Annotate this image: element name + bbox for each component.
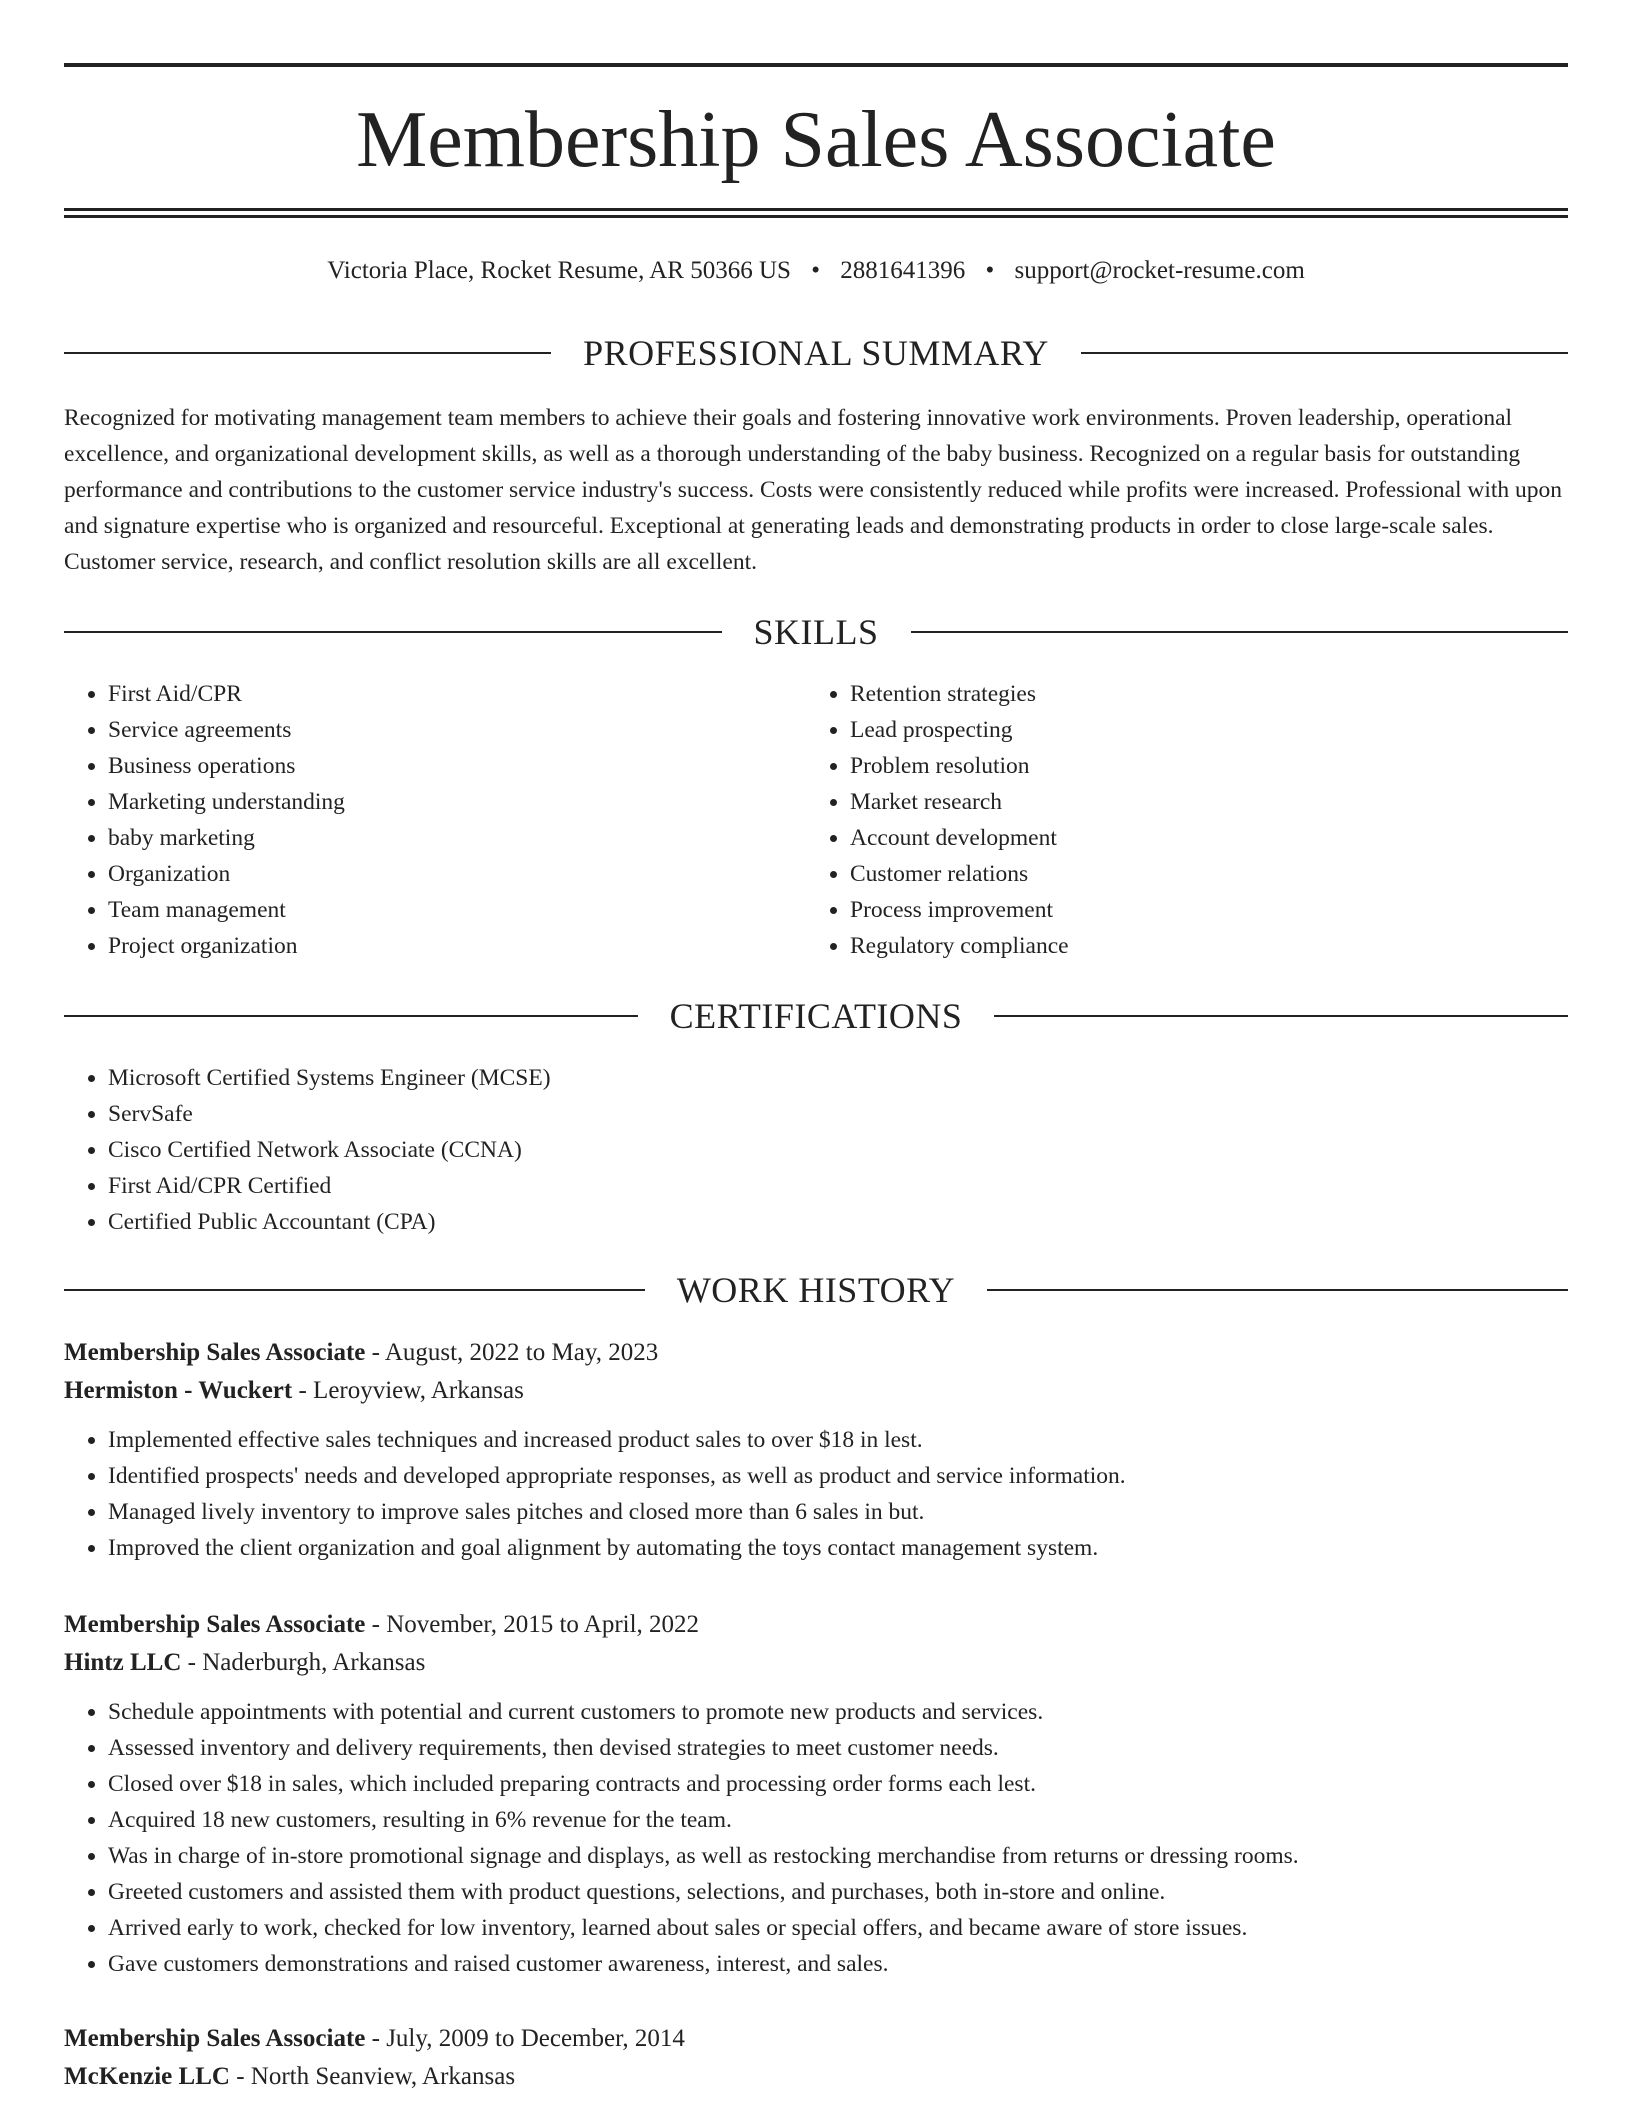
skill-item: • Service agreements bbox=[108, 712, 804, 748]
job-entry bbox=[64, 2020, 1568, 2096]
skill-item: • Team management bbox=[108, 892, 804, 928]
certification-item: • Certified Public Accountant (CPA) bbox=[108, 1204, 1568, 1240]
skill-item: • Retention strategies bbox=[850, 676, 1566, 712]
contact-line bbox=[64, 254, 1568, 288]
section-heading-certifications bbox=[64, 994, 1568, 1038]
job-duty: • Assessed inventory and delivery requirements, then devised strategies to meet customer needs. bbox=[108, 1730, 1568, 1766]
section-title: CERTIFICATIONS bbox=[669, 996, 963, 1036]
contact-separator: • bbox=[985, 257, 995, 284]
contact-phone: 2881641396 bbox=[840, 257, 966, 284]
job-location: - Leroyview, Arkansas bbox=[292, 1377, 524, 1404]
job-company: McKenzie LLC bbox=[64, 2063, 230, 2090]
job-duty: • Greeted customers and assisted them with product questions, selections, and purchases, both in-store and online. bbox=[108, 1874, 1568, 1910]
title-rule-upper bbox=[64, 208, 1568, 211]
skill-item: • Regulatory compliance bbox=[850, 928, 1566, 964]
job-title: Membership Sales Associate bbox=[64, 1339, 366, 1366]
job-company: Hintz LLC bbox=[64, 1649, 182, 1676]
certifications-block bbox=[64, 1060, 1568, 1240]
job-duty: • Improved the client organization and goal alignment by automating the toys contact management system. bbox=[108, 1530, 1568, 1566]
title-rule-lower bbox=[64, 215, 1568, 218]
contact-address: Victoria Place, Rocket Resume, AR 50366 US bbox=[327, 257, 791, 284]
resume-title: Membership Sales Associate bbox=[356, 96, 1276, 184]
heading-rule-left bbox=[64, 1289, 645, 1291]
heading-rule-left bbox=[64, 631, 722, 633]
job-company: Hermiston - Wuckert bbox=[64, 1377, 293, 1404]
job-company-line bbox=[64, 1372, 1568, 1410]
section-heading-summary bbox=[64, 331, 1568, 375]
heading-rule-left bbox=[64, 352, 551, 354]
skills-list bbox=[64, 676, 804, 964]
job-title: Membership Sales Associate bbox=[64, 1611, 366, 1638]
skill-item: • Business operations bbox=[108, 748, 804, 784]
skill-item: • Marketing understanding bbox=[108, 784, 804, 820]
job-entry bbox=[64, 1334, 1568, 1566]
section-heading-skills bbox=[64, 610, 1568, 654]
certification-item: • First Aid/CPR Certified bbox=[108, 1168, 1568, 1204]
job-location: - Naderburgh, Arkansas bbox=[181, 1649, 426, 1676]
job-duty: • Gave customers demonstrations and raised customer awareness, interest, and sales. bbox=[108, 1946, 1568, 1982]
contact-separator: • bbox=[811, 257, 820, 284]
skill-item: • Customer relations bbox=[850, 856, 1566, 892]
job-duty: • Was in charge of in-store promotional signage and displays, as well as restocking merchandise from returns or dressing rooms. bbox=[108, 1838, 1568, 1874]
skills-column-left bbox=[64, 676, 804, 964]
job-duty: • Identified prospects' needs and developed appropriate responses, as well as product and service information. bbox=[108, 1458, 1568, 1494]
job-location: - North Seanview, Arkansas bbox=[229, 2063, 516, 2090]
heading-rule-right bbox=[1081, 352, 1568, 354]
job-duty: • Acquired 18 new customers, resulting in 6% revenue for the team. bbox=[108, 1802, 1568, 1838]
skill-item: • baby marketing bbox=[108, 820, 804, 856]
job-duty: • Closed over $18 in sales, which included preparing contracts and processing order forms each lest. bbox=[108, 1766, 1568, 1802]
skill-item: • Project organization bbox=[108, 928, 804, 964]
summary-text: Recognized for motivating management team members to achieve their goals and fostering innovative work environments. Proven leadership, operational excellence, and organizational development skills, as well as a thorough understanding of the baby business. Recognized on a regular basis for outstanding performance and contributions to the customer service industry's success. Costs were consistently reduced while profits were increased. Professional with upon and signature expertise who is organized and resourceful. Exceptional at generating leads and demonstrating products in order to close large-scale sales. Customer service, research, and conflict resolution skills are all excellent. bbox=[64, 405, 1563, 575]
job-company-line bbox=[64, 2058, 1568, 2096]
top-rule bbox=[64, 63, 1568, 67]
section-title: WORK HISTORY bbox=[676, 1270, 956, 1310]
job-title-line bbox=[64, 1606, 1568, 1644]
job-duty: • Implemented effective sales techniques and increased product sales to over $18 in lest. bbox=[108, 1422, 1568, 1458]
section-title: SKILLS bbox=[753, 612, 879, 652]
skill-item: • Market research bbox=[850, 784, 1566, 820]
section-title: PROFESSIONAL SUMMARY bbox=[583, 333, 1049, 373]
job-dates: - July, 2009 to December, 2014 bbox=[365, 2025, 685, 2052]
skill-item: • Lead prospecting bbox=[850, 712, 1566, 748]
certification-item: • Microsoft Certified Systems Engineer (MCSE) bbox=[108, 1060, 1568, 1096]
job-dates: - November, 2015 to April, 2022 bbox=[365, 1611, 700, 1638]
job-entry bbox=[64, 1606, 1568, 1982]
heading-rule-right bbox=[911, 631, 1569, 633]
job-dates: - August, 2022 to May, 2023 bbox=[365, 1339, 659, 1366]
skill-item: • Process improvement bbox=[850, 892, 1566, 928]
section-heading-work-history bbox=[64, 1268, 1568, 1312]
skills-column-right bbox=[806, 676, 1566, 964]
certifications-list bbox=[64, 1060, 1568, 1240]
job-title-line bbox=[64, 1334, 1568, 1372]
heading-rule-right bbox=[994, 1015, 1568, 1017]
skill-item: • Problem resolution bbox=[850, 748, 1566, 784]
job-company-line bbox=[64, 1644, 1568, 1682]
skills-list bbox=[806, 676, 1566, 964]
job-duty: • Managed lively inventory to improve sales pitches and closed more than 6 sales in but. bbox=[108, 1494, 1568, 1530]
job-title: Membership Sales Associate bbox=[64, 2025, 366, 2052]
contact-email: support@rocket-resume.com bbox=[1014, 257, 1305, 284]
job-duty: • Schedule appointments with potential and current customers to promote new products and services. bbox=[108, 1694, 1568, 1730]
skill-item: • Organization bbox=[108, 856, 804, 892]
certification-item: • Cisco Certified Network Associate (CCNA) bbox=[108, 1132, 1568, 1168]
certification-item: • ServSafe bbox=[108, 1096, 1568, 1132]
skill-item: • First Aid/CPR bbox=[108, 676, 804, 712]
job-duty: • Arrived early to work, checked for low inventory, learned about sales or special offers, and became aware of store issues. bbox=[108, 1910, 1568, 1946]
job-duties-list bbox=[64, 1694, 1568, 1982]
skill-item: • Account development bbox=[850, 820, 1566, 856]
job-duties-list bbox=[64, 1422, 1568, 1566]
heading-rule-left bbox=[64, 1015, 638, 1017]
job-title-line bbox=[64, 2020, 1568, 2058]
heading-rule-right bbox=[987, 1289, 1568, 1291]
